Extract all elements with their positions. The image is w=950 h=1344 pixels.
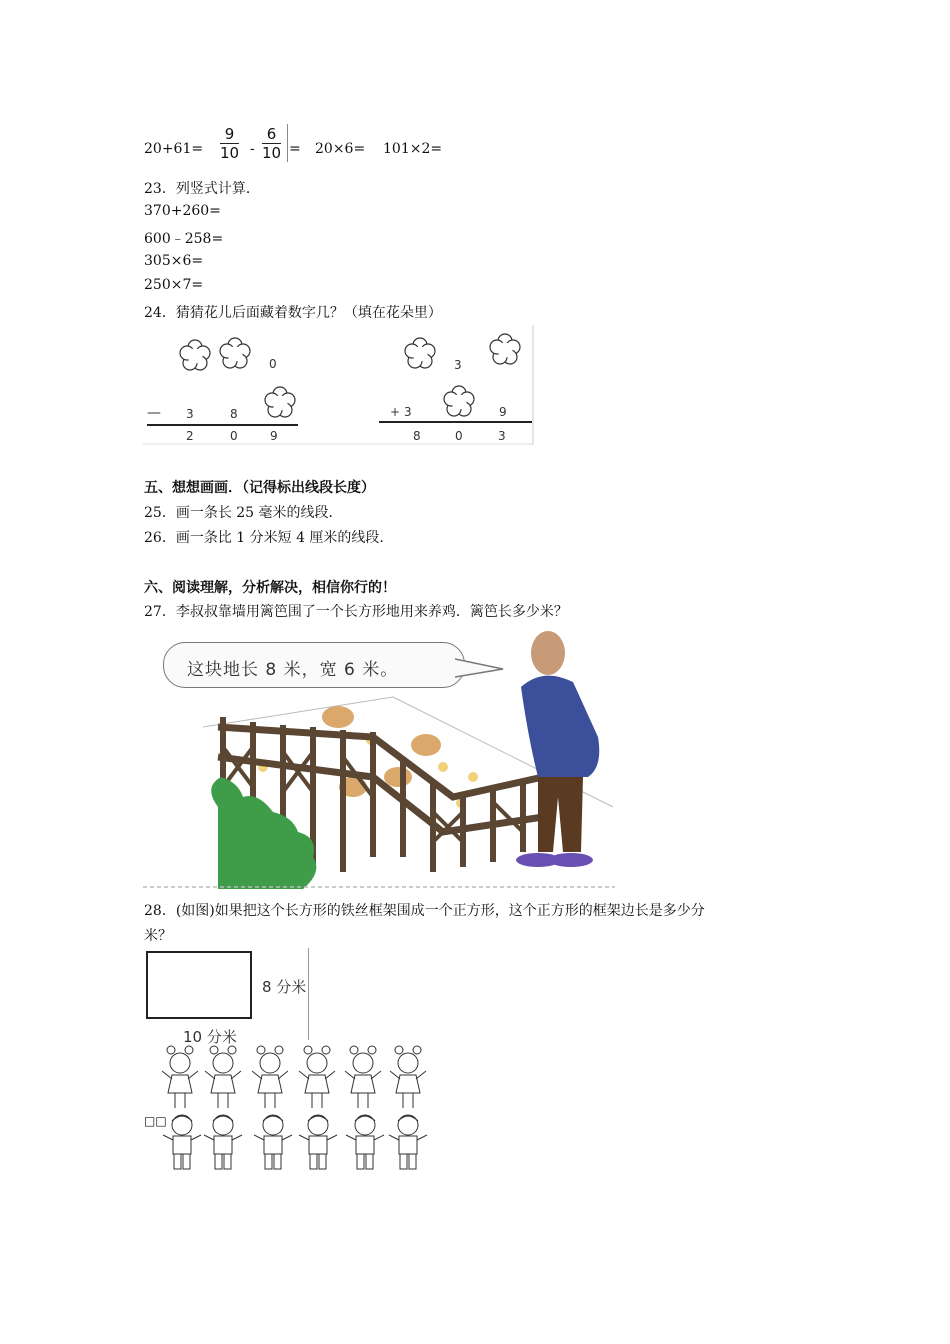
fraction-denominator: 10 xyxy=(262,144,282,162)
result-digit: 3 xyxy=(498,429,506,443)
chicken-coop-illustration xyxy=(143,627,615,889)
children-svg xyxy=(160,1045,432,1175)
top-digit: 3 xyxy=(454,358,462,372)
q25-text: 25．画一条长 25 毫米的线段． xyxy=(144,505,343,521)
section-6-heading: 六、阅读理解，分析解决，相信你行的！ xyxy=(144,580,396,596)
result-digit: 9 xyxy=(270,429,278,443)
flower-icon xyxy=(220,338,250,368)
rectangle-frame xyxy=(146,951,252,1019)
girl-icon xyxy=(162,1046,198,1108)
operator: + xyxy=(390,405,401,419)
divider xyxy=(308,948,309,1040)
q23-title: 23．列竖式计算． xyxy=(144,181,260,197)
boy-icon xyxy=(389,1115,427,1169)
children-illustration xyxy=(160,1045,432,1175)
q28-text-line1: 28．(如图)如果把这个长方形的铁丝框架围成一个正方形，这个正方形的框架边长是多少分 xyxy=(144,903,705,919)
q23-item: 305×6= xyxy=(144,253,204,269)
mid-digit: 3 xyxy=(186,407,194,421)
shirt xyxy=(521,676,599,777)
divider xyxy=(287,124,288,162)
girl-icon xyxy=(205,1046,241,1108)
flower-puzzle-svg xyxy=(143,325,534,445)
pants xyxy=(538,777,583,852)
q23-item: 370+260= xyxy=(144,203,221,219)
q24-title: 24．猜猜花儿后面藏着数字几？（填在花朵里） xyxy=(144,305,442,321)
bush-icon xyxy=(211,777,316,889)
boy-icon xyxy=(163,1115,201,1169)
flower-icon xyxy=(490,334,520,364)
speech-tail xyxy=(455,655,505,681)
speech-text: 这块地长 8 米，宽 6 米。 xyxy=(187,660,399,680)
hen-icon xyxy=(411,734,441,756)
boy-icon xyxy=(254,1115,292,1169)
equals-sign: = xyxy=(289,141,301,157)
boy-icon xyxy=(346,1115,384,1169)
q23-item: 600﹣258= xyxy=(144,231,224,247)
man-figure xyxy=(516,631,599,867)
boy-icon xyxy=(204,1115,242,1169)
girl-icon xyxy=(390,1046,426,1108)
fraction-numerator: 9 xyxy=(220,125,239,144)
flower-icon xyxy=(180,340,210,370)
girl-icon xyxy=(252,1046,288,1108)
girl-icon xyxy=(345,1046,381,1108)
q22-item4: 101×2= xyxy=(383,141,443,157)
top-digit: 0 xyxy=(269,357,277,371)
q28-text-line2: 米？ xyxy=(144,928,172,944)
result-digit: 2 xyxy=(186,429,194,443)
stray-mark: □□ xyxy=(144,1114,167,1128)
hen-icon xyxy=(384,767,412,787)
fraction-denominator: 10 xyxy=(220,144,240,162)
q23-item: 250×7= xyxy=(144,277,204,293)
operator: — xyxy=(147,405,161,421)
hen-icon xyxy=(322,706,354,728)
length-label: 10 分米 xyxy=(183,1028,237,1046)
q27-text: 27．李叔叔靠墙用篱笆围了一个长方形地用来养鸡．篱笆长多少米？ xyxy=(144,604,568,620)
flower-icon xyxy=(265,387,295,417)
width-label: 8 分米 xyxy=(262,978,307,996)
mid-digit: 9 xyxy=(499,405,507,419)
section-5-heading: 五、想想画画．（记得标出线段长度） xyxy=(144,480,375,496)
mid-digit: 8 xyxy=(230,407,238,421)
flower-icon xyxy=(405,338,435,368)
flower-icon xyxy=(444,386,474,416)
result-digit: 8 xyxy=(413,429,421,443)
result-digit: 0 xyxy=(230,429,238,443)
fraction-6-10 xyxy=(262,125,281,162)
minus-sign: - xyxy=(250,141,255,157)
flower-puzzle-figure xyxy=(143,325,534,445)
q22-item3: 20×6= xyxy=(315,141,366,157)
mid-digit: 3 xyxy=(404,405,412,419)
fraction-numerator: 6 xyxy=(262,125,281,144)
boy-icon xyxy=(299,1115,337,1169)
q22-item1: 20+61= xyxy=(144,141,204,157)
result-digit: 0 xyxy=(455,429,463,443)
girl-icon xyxy=(299,1046,335,1108)
q26-text: 26．画一条比 1 分米短 4 厘米的线段． xyxy=(144,530,394,546)
fraction-9-10 xyxy=(220,125,239,162)
